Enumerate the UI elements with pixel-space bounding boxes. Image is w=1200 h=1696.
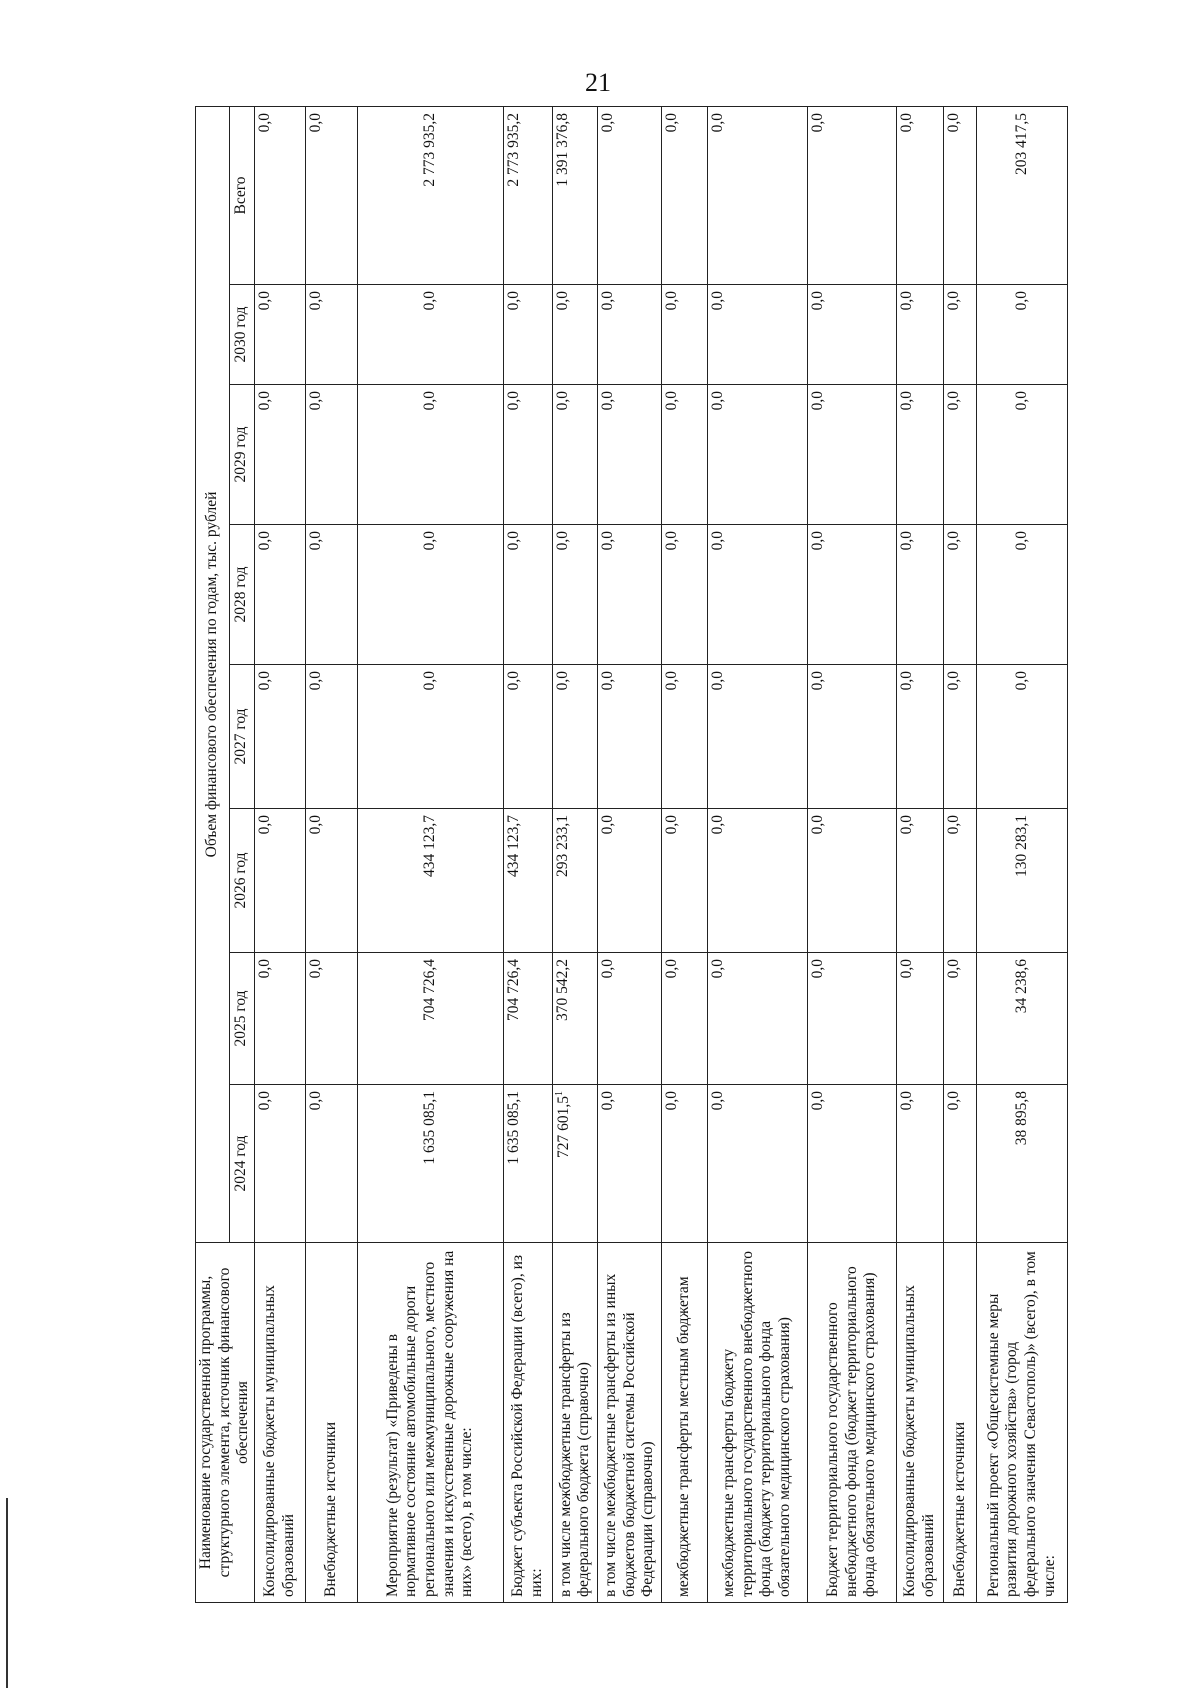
row-value-text: 0,0 — [255, 1091, 273, 1111]
row-value — [977, 107, 1068, 285]
row-value-text: 0,0 — [809, 1091, 827, 1111]
row-value-text: 0,0 — [809, 291, 827, 311]
row-value — [503, 525, 552, 665]
row-value-text: 704 726,4 — [420, 959, 438, 1021]
table-row — [254, 107, 305, 1603]
table-row — [662, 107, 707, 1603]
header-year: 2029 год — [229, 385, 254, 525]
row-value — [254, 385, 305, 525]
row-value-text: 0,0 — [809, 815, 827, 835]
row-value — [977, 809, 1068, 953]
row-value-text: 0,0 — [420, 391, 438, 411]
row-value — [254, 953, 305, 1085]
row-value-text: 0,0 — [708, 113, 726, 133]
table-body — [254, 107, 1067, 1603]
row-value-text: 0,0 — [554, 531, 572, 551]
row-value — [896, 525, 943, 665]
rotated-table-container — [195, 107, 1065, 1603]
row-value — [662, 953, 707, 1085]
row-value-text: 0,0 — [897, 391, 915, 411]
row-value-text: 2 773 935,2 — [420, 113, 438, 187]
row-value-text: 0,0 — [420, 671, 438, 691]
row-value-text: 0,0 — [663, 959, 681, 979]
row-value — [598, 953, 662, 1085]
row-value-text: 0,0 — [1012, 291, 1030, 311]
row-value — [707, 665, 808, 809]
row-value — [553, 1085, 598, 1243]
row-value-text: 0,0 — [599, 1091, 617, 1111]
row-value — [707, 385, 808, 525]
row-value — [944, 385, 977, 525]
row-name: в том числе межбюджетные трансферты из федерального бюджета (справочно) — [553, 1243, 598, 1603]
row-value — [598, 385, 662, 525]
row-value — [598, 665, 662, 809]
row-value — [306, 285, 357, 385]
row-name: Консолидированные бюджеты муниципальных образований — [896, 1243, 943, 1603]
row-value-text: 0,0 — [945, 531, 963, 551]
row-value — [357, 665, 503, 809]
row-value-text: 0,0 — [420, 531, 438, 551]
row-value — [598, 809, 662, 953]
row-value — [896, 285, 943, 385]
row-value-text: 434 123,7 — [504, 815, 522, 877]
row-value-text: 0,0 — [945, 815, 963, 835]
row-name: Мероприятие (результат) «Приведены в нормативное состояние автомобильные дороги регионального или межмуниципального, местного значения и искусственные дорожные сооружения на них» (всего), в том числе: — [357, 1243, 503, 1603]
row-value-text: 293 233,1 — [554, 815, 572, 877]
row-value-text: 0,0 — [945, 1091, 963, 1111]
row-value — [896, 953, 943, 1085]
row-value-text: 0,0 — [708, 815, 726, 835]
row-value — [254, 1085, 305, 1243]
row-name: Внебюджетные источники — [944, 1243, 977, 1603]
row-name: Бюджет субъекта Российской Федерации (всего), из них: — [503, 1243, 552, 1603]
financing-table — [195, 106, 1068, 1603]
row-value-text: 704 726,4 — [504, 959, 522, 1021]
row-value — [553, 525, 598, 665]
row-value-text: 0,0 — [255, 815, 273, 835]
row-value — [808, 1085, 897, 1243]
row-value-text: 0,0 — [708, 671, 726, 691]
row-value-text: 0,0 — [504, 391, 522, 411]
row-value-text: 0,0 — [1012, 391, 1030, 411]
row-value — [662, 665, 707, 809]
row-value-text: 0,0 — [504, 671, 522, 691]
row-value — [944, 285, 977, 385]
row-value-text: 38 895,8 — [1012, 1091, 1030, 1146]
table-row — [306, 107, 357, 1603]
row-value-text: 0,0 — [897, 815, 915, 835]
row-value — [977, 385, 1068, 525]
row-value-text: 0,0 — [1012, 531, 1030, 551]
header-year: 2024 год — [229, 1085, 254, 1243]
header-year: 2025 год — [229, 953, 254, 1085]
row-value — [662, 385, 707, 525]
row-value — [503, 665, 552, 809]
row-value — [357, 953, 503, 1085]
row-value-text: 0,0 — [708, 1091, 726, 1111]
row-value-text: 2 773 935,2 — [504, 113, 522, 187]
row-value — [707, 525, 808, 665]
row-value — [944, 665, 977, 809]
row-value-text: 0,0 — [809, 391, 827, 411]
row-value-text: 0,0 — [708, 531, 726, 551]
row-value — [707, 953, 808, 1085]
row-value — [944, 525, 977, 665]
row-value — [808, 385, 897, 525]
table-row — [503, 107, 552, 1603]
row-value — [553, 107, 598, 285]
row-value-text: 0,0 — [599, 391, 617, 411]
row-value — [808, 809, 897, 953]
table-row — [944, 107, 977, 1603]
row-value — [503, 285, 552, 385]
row-name: Бюджет территориального государственного внебюджетного фонда (бюджет территориального фонда обязательного медицинского страхования) — [808, 1243, 897, 1603]
row-value — [977, 525, 1068, 665]
row-value-text: 0,0 — [663, 671, 681, 691]
row-name: Внебюджетные источники — [306, 1243, 357, 1603]
row-value — [662, 525, 707, 665]
row-value — [808, 665, 897, 809]
row-value-text: 0,0 — [897, 959, 915, 979]
margin-line — [6, 1498, 8, 1688]
row-value — [254, 665, 305, 809]
row-value-text: 434 123,7 — [420, 815, 438, 877]
row-value — [707, 1085, 808, 1243]
row-value — [503, 953, 552, 1085]
row-value-text: 0,0 — [708, 959, 726, 979]
row-value — [553, 809, 598, 953]
row-value — [357, 385, 503, 525]
row-value-text: 0,0 — [945, 113, 963, 133]
row-value — [306, 107, 357, 285]
row-value — [707, 107, 808, 285]
table-row — [808, 107, 897, 1603]
row-value-text: 0,0 — [255, 291, 273, 311]
row-value — [503, 107, 552, 285]
row-value-text: 0,0 — [307, 815, 325, 835]
row-name: Региональный проект «Общесистемные меры развития дорожного хозяйства» (город федерального значения Севастополь)» (всего), в том числе: — [977, 1243, 1068, 1603]
row-value — [977, 665, 1068, 809]
row-value-text: 0,0 — [255, 671, 273, 691]
row-value-text: 0,0 — [663, 391, 681, 411]
row-value-text: 0,0 — [809, 959, 827, 979]
row-value-text: 203 417,5 — [1012, 113, 1030, 175]
row-value — [306, 665, 357, 809]
header-group: Объем финансового обеспечения по годам, тыс. рублей — [196, 107, 230, 1243]
header-name-col: Наименование государственной программы, структурного элемента, источник финансового обеспечения — [196, 1243, 255, 1603]
row-value-text: 0,0 — [897, 671, 915, 691]
row-value — [808, 525, 897, 665]
row-value — [662, 1085, 707, 1243]
row-value — [944, 953, 977, 1085]
row-value-text: 0,0 — [255, 113, 273, 133]
row-value — [896, 1085, 943, 1243]
row-value — [896, 385, 943, 525]
row-value-text: 0,0 — [945, 391, 963, 411]
row-value — [503, 385, 552, 525]
row-value-text: 130 283,1 — [1012, 815, 1030, 877]
row-name: межбюджетные трансферты бюджету территориального государственного внебюджетного фонда (бюджету территориального фонда обязательного медицинского страхования) — [707, 1243, 808, 1603]
row-value — [306, 1085, 357, 1243]
row-value-text: 0,0 — [663, 291, 681, 311]
row-value — [977, 953, 1068, 1085]
row-value-text: 0,0 — [897, 113, 915, 133]
row-value — [662, 285, 707, 385]
row-value — [357, 285, 503, 385]
row-value-text: 0,0 — [708, 291, 726, 311]
row-value — [306, 525, 357, 665]
row-value — [254, 285, 305, 385]
row-value — [503, 1085, 552, 1243]
row-value — [503, 809, 552, 953]
row-value-text: 0,0 — [809, 113, 827, 133]
row-value — [254, 809, 305, 953]
table-row — [707, 107, 808, 1603]
row-value — [896, 107, 943, 285]
row-value-text: 0,0 — [663, 1091, 681, 1111]
row-value — [662, 809, 707, 953]
row-value-text: 0,0 — [307, 1091, 325, 1111]
row-value-text: 370 542,2 — [554, 959, 572, 1021]
row-value — [977, 285, 1068, 385]
row-value — [944, 1085, 977, 1243]
table-row — [896, 107, 943, 1603]
row-value-text: 0,0 — [307, 391, 325, 411]
row-value — [357, 525, 503, 665]
row-value — [553, 665, 598, 809]
row-value — [808, 285, 897, 385]
row-value-text: 0,0 — [420, 291, 438, 311]
row-value — [808, 107, 897, 285]
row-value-text: 0,0 — [504, 531, 522, 551]
row-value-text: 0,0 — [554, 391, 572, 411]
row-value — [306, 385, 357, 525]
row-value — [944, 107, 977, 285]
row-value — [707, 285, 808, 385]
row-name: межбюджетные трансферты местным бюджетам — [662, 1243, 707, 1603]
row-value-text: 0,0 — [599, 959, 617, 979]
header-year: 2026 год — [229, 809, 254, 953]
row-value — [553, 385, 598, 525]
row-value-text: 0,0 — [255, 531, 273, 551]
row-value — [808, 953, 897, 1085]
header-year: 2027 год — [229, 665, 254, 809]
row-value-text: 0,0 — [945, 671, 963, 691]
row-value — [896, 809, 943, 953]
rotated-table-inner — [195, 107, 1065, 1603]
row-name: Консолидированные бюджеты муниципальных образований — [254, 1243, 305, 1603]
row-value — [306, 953, 357, 1085]
row-value — [598, 107, 662, 285]
row-value — [598, 285, 662, 385]
header-year: 2030 год — [229, 285, 254, 385]
row-value-text: 0,0 — [554, 291, 572, 311]
row-value-text: 0,0 — [663, 815, 681, 835]
row-value-text: 0,0 — [663, 113, 681, 133]
row-value-text: 1 635 085,1 — [504, 1091, 522, 1165]
row-value — [553, 953, 598, 1085]
row-value — [598, 1085, 662, 1243]
row-value-text: 0,0 — [599, 531, 617, 551]
row-value-text: 0,0 — [307, 113, 325, 133]
row-value — [357, 107, 503, 285]
row-value-text: 0,0 — [809, 671, 827, 691]
row-value-text: 0,0 — [897, 1091, 915, 1111]
row-value-text: 0,0 — [1012, 671, 1030, 691]
row-value-text: 0,0 — [599, 113, 617, 133]
row-value-text: 727 601,5 — [555, 1096, 573, 1158]
row-value-text: 0,0 — [663, 531, 681, 551]
row-value-text: 0,0 — [255, 959, 273, 979]
row-value — [977, 1085, 1068, 1243]
row-value-text: 0,0 — [945, 959, 963, 979]
row-value — [662, 107, 707, 285]
row-value-text: 1 635 085,1 — [420, 1091, 438, 1165]
row-value-text: 0,0 — [504, 291, 522, 311]
row-value-text: 0,0 — [897, 291, 915, 311]
row-value — [553, 285, 598, 385]
row-value — [707, 809, 808, 953]
row-value-text: 0,0 — [599, 815, 617, 835]
row-value — [598, 525, 662, 665]
row-value-text: 0,0 — [599, 291, 617, 311]
row-value-text: 0,0 — [307, 531, 325, 551]
row-value-text: 0,0 — [599, 671, 617, 691]
table-row — [977, 107, 1068, 1603]
header-year: 2028 год — [229, 525, 254, 665]
row-value — [357, 809, 503, 953]
row-name: в том числе межбюджетные трансферты из иных бюджетов бюджетной системы Российской Федерации (справочно) — [598, 1243, 662, 1603]
table-row — [357, 107, 503, 1603]
header-row-group — [196, 107, 230, 1603]
row-value-text: 0,0 — [307, 671, 325, 691]
row-value — [254, 525, 305, 665]
row-value-text: 0,0 — [945, 291, 963, 311]
footnote-marker: 1 — [554, 1091, 566, 1096]
row-value-text: 0,0 — [554, 671, 572, 691]
row-value-text: 0,0 — [809, 531, 827, 551]
row-value-text: 0,0 — [708, 391, 726, 411]
row-value-text: 1 391 376,8 — [554, 113, 572, 187]
row-value — [944, 809, 977, 953]
row-value-text: 0,0 — [307, 291, 325, 311]
row-value-text: 34 238,6 — [1012, 959, 1030, 1014]
table-row — [598, 107, 662, 1603]
row-value — [357, 1085, 503, 1243]
page-number: 21 — [585, 68, 611, 97]
row-value-text: 0,0 — [897, 531, 915, 551]
row-value-text: 0,0 — [255, 391, 273, 411]
row-value — [254, 107, 305, 285]
row-value — [896, 665, 943, 809]
table-row — [553, 107, 598, 1603]
row-value — [306, 809, 357, 953]
row-value-text: 0,0 — [307, 959, 325, 979]
header-total: Всего — [229, 107, 254, 285]
